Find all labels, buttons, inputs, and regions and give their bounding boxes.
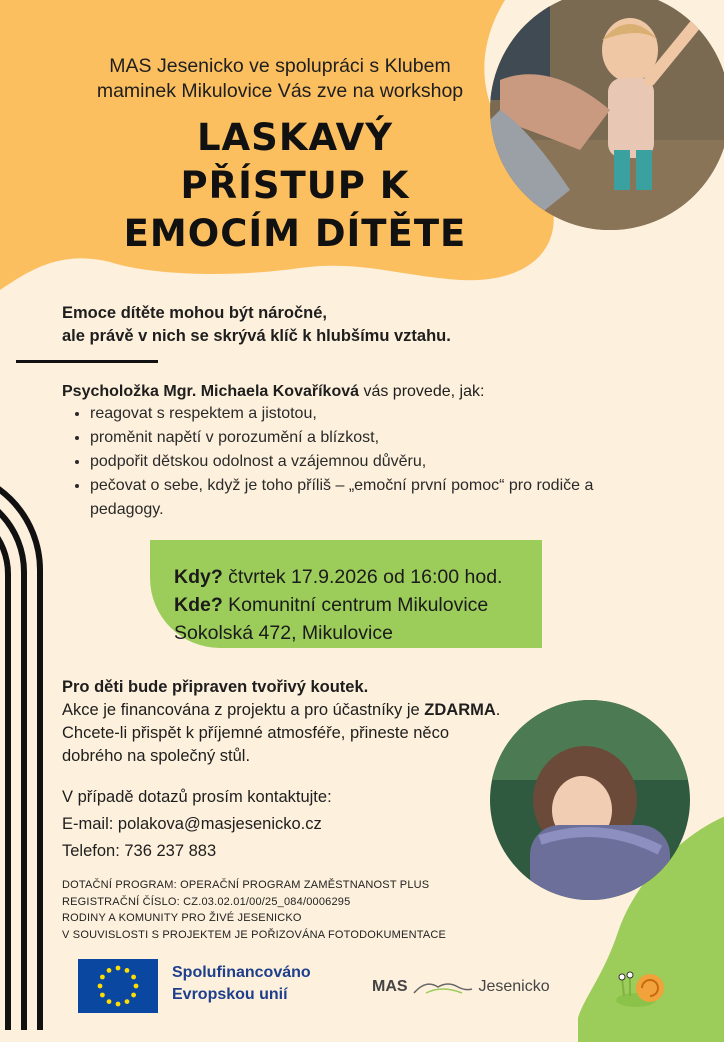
info-text xyxy=(62,676,582,768)
title-line-1: LASKAVÝ xyxy=(196,116,394,159)
psychologist-intro-rest: vás provede, jak: xyxy=(359,383,485,400)
small-print-line: DOTAČNÍ PROGRAM: OPERAČNÍ PROGRAM ZAMĚSTNANOST PLUS xyxy=(62,879,430,891)
workshop-title xyxy=(30,114,560,258)
eu-flag-logo xyxy=(78,959,158,1013)
funding-note xyxy=(62,699,582,722)
psychologist-name: Psycholožka Mgr. Michaela Kovaříková xyxy=(62,383,360,400)
small-print-line: RODINY A KOMUNITY PRO ŽIVÉ JESENICKO xyxy=(62,912,302,924)
mas-jesenicko-logo xyxy=(372,977,550,997)
divider-line xyxy=(16,360,158,363)
event-address: Sokolská 472, Mikulovice xyxy=(174,622,393,644)
eu-label-line-2: Evropskou unií xyxy=(172,986,288,1003)
contact-heading: V případě dotazů prosím kontaktujte: xyxy=(62,788,332,806)
lead-line-1: Emoce dítěte mohou být náročné, xyxy=(62,304,327,322)
list-item: • proměnit napětí v porozumění a blízkost, xyxy=(90,426,650,450)
invitation-intro xyxy=(60,54,500,104)
title-line-3: EMOCÍM DÍTĚTE xyxy=(123,212,467,255)
free-label: ZDARMA xyxy=(424,701,496,719)
decorative-arcs xyxy=(0,470,60,1030)
eu-cofinanced-label xyxy=(172,962,311,1006)
small-print-line: V SOUVISLOSTI S PROJEKTEM JE POŘIZOVÁNA FOTODOKUMENTACE xyxy=(62,928,447,941)
mas-logo-name: Jesenicko xyxy=(478,978,550,996)
contact-block xyxy=(62,784,332,865)
funding-small-print xyxy=(62,877,446,943)
where-value: Komunitní centrum Mikulovice xyxy=(222,594,489,616)
lead-line-2: ale právě v nich se skrývá klíč k hlubšímu vztahu. xyxy=(62,327,451,345)
psychologist-intro xyxy=(62,380,484,404)
contact-phone[interactable]: Telefon: 736 237 883 xyxy=(62,842,217,860)
list-item: • pečovat o sebe, když je toho příliš – „emoční první pomoc“ pro rodiče a pedagogy. xyxy=(90,474,650,522)
lead-text xyxy=(62,302,451,348)
mas-logo-bold: MAS xyxy=(372,978,408,996)
funding-post: . xyxy=(495,701,501,719)
snail-icon xyxy=(614,960,670,1010)
funding-pre: Akce je financována z projektu a pro účastníky je xyxy=(62,701,425,719)
event-when xyxy=(174,563,502,591)
contribute-note: Chcete-li přispět k příjemné atmosféře, přineste něco dobrého na společný stůl. xyxy=(62,724,450,765)
kids-corner-note: Pro děti bude připraven tvořivý koutek. xyxy=(62,678,369,696)
contact-email[interactable]: E-mail: polakova@masjesenicko.cz xyxy=(62,815,322,833)
where-label: Kde? xyxy=(174,594,223,616)
mountain-icon xyxy=(412,977,474,997)
title-line-2: PŘÍSTUP K xyxy=(180,164,410,207)
intro-line-1: MAS Jesenicko ve spolupráci s Klubem xyxy=(109,55,451,77)
eu-label-line-1: Spolufinancováno xyxy=(172,964,311,981)
when-label: Kdy? xyxy=(174,566,223,588)
when-value: čtvrtek 17.9.2026 od 16:00 hod. xyxy=(222,566,503,588)
list-item: • podpořit dětskou odolnost a vzájemnou důvěru, xyxy=(90,450,650,474)
event-where xyxy=(174,591,502,619)
workshop-points xyxy=(68,402,650,522)
list-item: • reagovat s respektem a jistotou, xyxy=(90,402,650,426)
event-details xyxy=(174,563,502,647)
small-print-line: REGISTRAČNÍ ČÍSLO: CZ.03.02.01/00/25_084/0006295 xyxy=(62,895,351,908)
intro-line-2: maminek Mikulovice Vás zve na workshop xyxy=(96,80,464,102)
